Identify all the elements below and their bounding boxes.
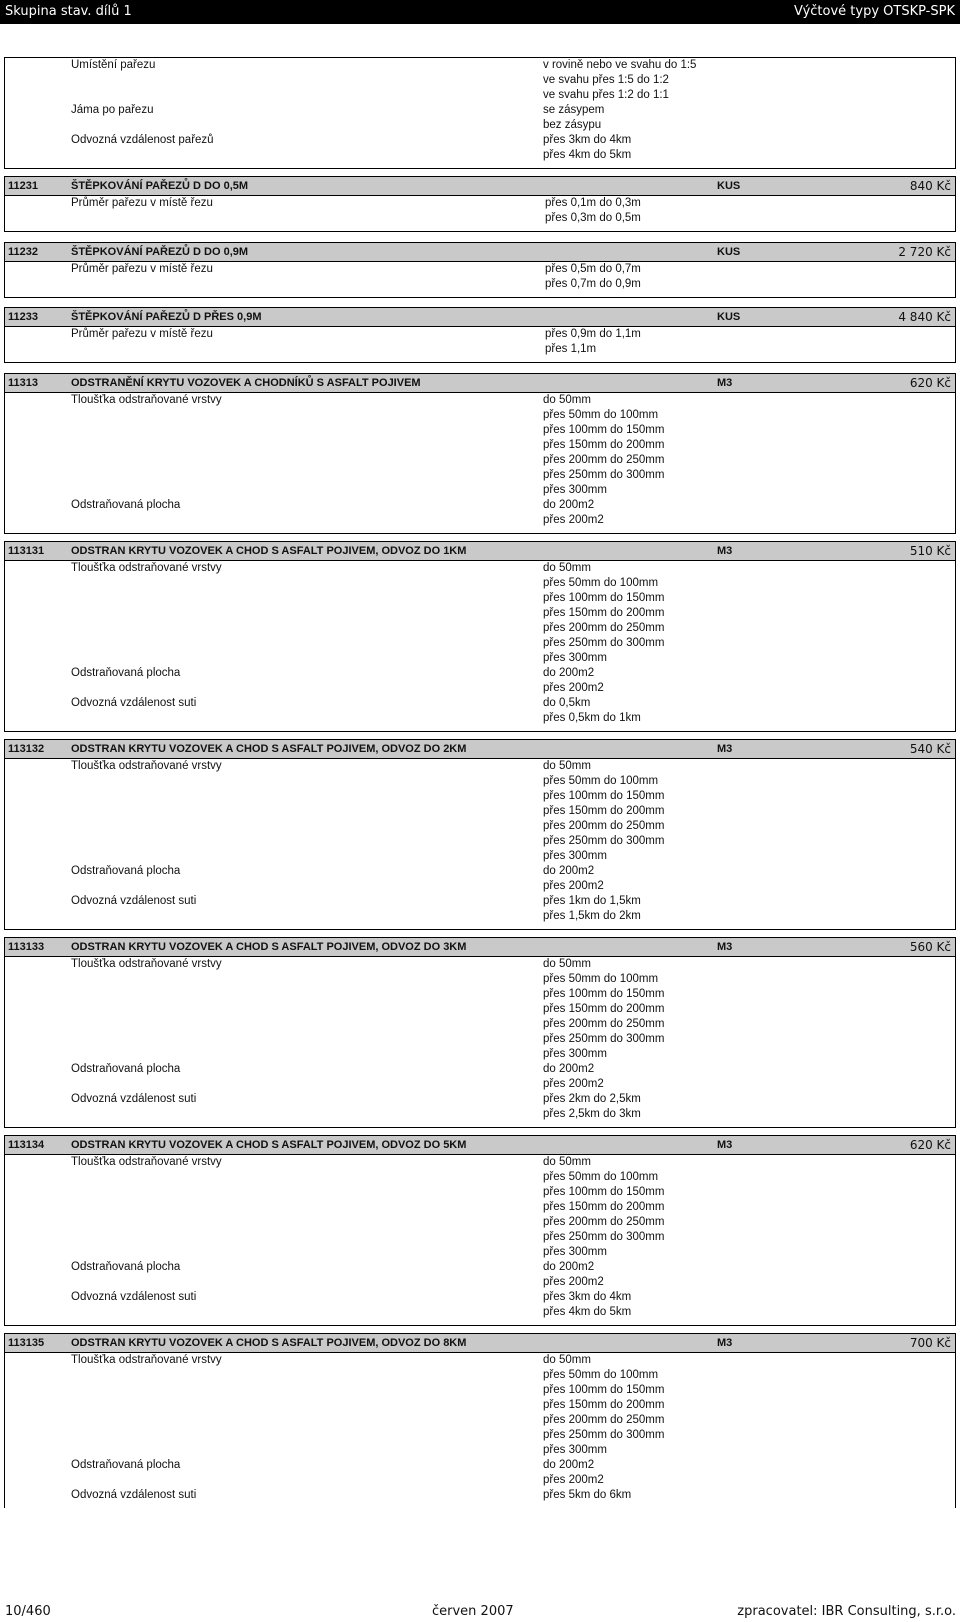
parameter-label: Tloušťka odstraňované vrstvy (71, 562, 222, 574)
item-header-bar (5, 308, 955, 327)
parameter-value: přes 5km do 6km (543, 1489, 632, 1501)
parameter-row (5, 1384, 955, 1399)
parameter-row (5, 1063, 955, 1078)
parameter-row (5, 394, 955, 409)
item-11231 (4, 176, 956, 232)
item-unit: KUS (717, 180, 741, 192)
parameter-value: přes 300mm (543, 484, 607, 496)
parameter-label: Odvozná vzdálenost pařezů (71, 134, 214, 146)
parameter-row (5, 1414, 955, 1429)
parameter-row (5, 1444, 955, 1459)
item-name: ODSTRAN KRYTU VOZOVEK A CHOD S ASFALT POJIVEM, ODVOZ DO 1KM (71, 545, 467, 557)
parameter-row (5, 1354, 955, 1369)
item-header-bar (5, 1334, 955, 1353)
item-unit: M3 (717, 1139, 733, 1151)
footer-author: zpracovatel: IBR Consulting, s.r.o. (737, 1604, 956, 1619)
item-name: ODSTRAN KRYTU VOZOVEK A CHOD S ASFALT POJIVEM, ODVOZ DO 5KM (71, 1139, 467, 1151)
parameter-row (5, 514, 955, 529)
parameter-row (5, 328, 955, 343)
item-name: ODSTRAN KRYTU VOZOVEK A CHOD S ASFALT POJIVEM, ODVOZ DO 2KM (71, 743, 467, 755)
parameter-row (5, 1003, 955, 1018)
parameter-label: Tloušťka odstraňované vrstvy (71, 394, 222, 406)
footer-page: 10/460 (5, 1604, 51, 1619)
parameter-label: Tloušťka odstraňované vrstvy (71, 1156, 222, 1168)
item-price: 2 720 Kč (898, 245, 951, 259)
parameter-row (5, 104, 955, 119)
item-name: ŠTĚPKOVÁNÍ PAŘEZŮ D DO 0,5M (71, 180, 249, 192)
parameter-row (5, 865, 955, 880)
item-code: 113133 (8, 941, 45, 953)
parameter-value: přes 100mm do 150mm (543, 988, 665, 1000)
parameter-value: přes 100mm do 150mm (543, 592, 665, 604)
parameter-label: Tloušťka odstraňované vrstvy (71, 1354, 222, 1366)
parameter-value: přes 150mm do 200mm (543, 1399, 665, 1411)
parameter-row (5, 1246, 955, 1261)
parameter-value: ve svahu přes 1:2 do 1:1 (543, 89, 669, 101)
parameter-label: Odvozná vzdálenost suti (71, 895, 197, 907)
item-name: ODSTRAN KRYTU VOZOVEK A CHOD S ASFALT POJIVEM, ODVOZ DO 3KM (71, 941, 467, 953)
parameter-value: přes 300mm (543, 652, 607, 664)
parameter-value: přes 250mm do 300mm (543, 469, 665, 481)
parameter-row (5, 1048, 955, 1063)
parameter-value: do 50mm (543, 760, 591, 772)
parameter-value: v rovině nebo ve svahu do 1:5 (543, 59, 697, 71)
item-unit: M3 (717, 1337, 733, 1349)
parameter-label: Odstraňovaná plocha (71, 1063, 181, 1075)
parameter-row (5, 562, 955, 577)
item-price: 620 Kč (909, 376, 951, 390)
parameter-row (5, 278, 955, 293)
parameter-row (5, 1201, 955, 1216)
parameter-row (5, 760, 955, 775)
parameter-value: přes 50mm do 100mm (543, 577, 659, 589)
parameter-row (5, 1171, 955, 1186)
parameter-row (5, 212, 955, 227)
parameter-value: přes 250mm do 300mm (543, 1033, 665, 1045)
parameter-value: přes 4km do 5km (543, 1306, 632, 1318)
parameter-value: přes 100mm do 150mm (543, 790, 665, 802)
parameter-value: bez zásypu (543, 119, 602, 131)
item-header-bar (5, 243, 955, 262)
parameter-row (5, 637, 955, 652)
parameter-value: přes 200mm do 250mm (543, 1018, 665, 1030)
item-price: 510 Kč (909, 544, 951, 558)
header-left: Skupina stav. dílů 1 (5, 4, 132, 19)
parameter-label: Odstraňovaná plocha (71, 1261, 181, 1273)
parameter-row (5, 652, 955, 667)
parameter-row (5, 988, 955, 1003)
parameter-value: do 50mm (543, 958, 591, 970)
parameter-row (5, 1231, 955, 1246)
parameter-label: Odvozná vzdálenost suti (71, 1291, 197, 1303)
parameter-label: Odstraňovaná plocha (71, 1459, 181, 1471)
parameter-row (5, 1156, 955, 1171)
item-code: 113131 (8, 545, 45, 557)
parameter-value: přes 1km do 1,5km (543, 895, 641, 907)
parameter-row (5, 1474, 955, 1489)
item-code: 11233 (8, 311, 38, 323)
parameter-value: přes 150mm do 200mm (543, 1003, 665, 1015)
parameter-row (5, 1276, 955, 1291)
parameter-row (5, 622, 955, 637)
item-header-bar (5, 938, 955, 957)
parameter-label: Umístění pařezu (71, 59, 156, 71)
parameter-row (5, 820, 955, 835)
parameter-value: do 200m2 (543, 667, 595, 679)
parameter-row (5, 134, 955, 149)
parameter-row (5, 880, 955, 895)
parameter-row (5, 775, 955, 790)
parameter-row (5, 592, 955, 607)
parameter-label: Odvozná vzdálenost suti (71, 697, 197, 709)
item-11232 (4, 242, 956, 298)
parameter-label: Průměr pařezu v místě řezu (71, 263, 213, 275)
parameter-row (5, 895, 955, 910)
parameter-value: se zásypem (543, 104, 605, 116)
item-price: 700 Kč (909, 1336, 951, 1350)
parameter-value: přes 300mm (543, 850, 607, 862)
parameter-value: přes 50mm do 100mm (543, 1369, 659, 1381)
page-footer (0, 1604, 960, 1622)
parameter-row (5, 958, 955, 973)
parameter-row (5, 343, 955, 358)
item-11313 (4, 373, 956, 534)
item-11233 (4, 307, 956, 363)
parameter-row (5, 149, 955, 164)
item-unit: M3 (717, 941, 733, 953)
parameter-value: přes 0,3m do 0,5m (545, 212, 641, 224)
parameter-row (5, 697, 955, 712)
parameter-row (5, 577, 955, 592)
parameter-row (5, 1306, 955, 1321)
parameter-value: přes 3km do 4km (543, 134, 632, 146)
parameter-value: do 50mm (543, 394, 591, 406)
parameter-value: přes 200mm do 250mm (543, 622, 665, 634)
parameter-value: přes 100mm do 150mm (543, 1384, 665, 1396)
parameter-row (5, 197, 955, 212)
parameter-row (5, 1108, 955, 1123)
parameter-value: přes 200mm do 250mm (543, 1414, 665, 1426)
parameter-value: přes 0,5km do 1km (543, 712, 641, 724)
item-header-bar (5, 542, 955, 561)
parameter-value: do 200m2 (543, 499, 595, 511)
parameter-row (5, 454, 955, 469)
item-code: 11313 (8, 377, 38, 389)
item-code: 113132 (8, 743, 45, 755)
header-right: Výčtové typy OTSKP-SPK (794, 4, 955, 19)
parameter-value: přes 250mm do 300mm (543, 835, 665, 847)
parameter-label: Odstraňovaná plocha (71, 499, 181, 511)
parameter-label: Jáma po pařezu (71, 104, 154, 116)
parameter-label: Odstraňovaná plocha (71, 667, 181, 679)
parameter-row (5, 484, 955, 499)
parameter-value: do 0,5km (543, 697, 591, 709)
parameter-row (5, 835, 955, 850)
parameter-row (5, 712, 955, 727)
parameter-value: přes 200m2 (543, 1078, 604, 1090)
parameter-row (5, 89, 955, 104)
parameter-value: přes 300mm (543, 1048, 607, 1060)
parameter-row (5, 499, 955, 514)
parameter-value: přes 0,9m do 1,1m (545, 328, 641, 340)
parameter-value: přes 200m2 (543, 1276, 604, 1288)
parameter-row (5, 1369, 955, 1384)
item-header-bar (5, 740, 955, 759)
parameter-row (5, 790, 955, 805)
parameter-value: přes 50mm do 100mm (543, 409, 659, 421)
parameter-row (5, 119, 955, 134)
parameter-value: přes 200m2 (543, 514, 604, 526)
parameter-value: přes 250mm do 300mm (543, 1429, 665, 1441)
item-113135 (4, 1333, 956, 1508)
item-details-continued (4, 57, 956, 169)
parameter-value: přes 250mm do 300mm (543, 637, 665, 649)
parameter-value: přes 200m2 (543, 682, 604, 694)
item-code: 113135 (8, 1337, 45, 1349)
parameter-row (5, 409, 955, 424)
parameter-value: přes 3km do 4km (543, 1291, 632, 1303)
parameter-value: do 50mm (543, 1156, 591, 1168)
item-unit: M3 (717, 545, 733, 557)
parameter-row (5, 1186, 955, 1201)
item-unit: M3 (717, 377, 733, 389)
parameter-value: do 200m2 (543, 1261, 595, 1273)
parameter-row (5, 1291, 955, 1306)
parameter-value: přes 50mm do 100mm (543, 973, 659, 985)
parameter-row (5, 1078, 955, 1093)
parameter-value: přes 100mm do 150mm (543, 424, 665, 436)
parameter-value: přes 50mm do 100mm (543, 775, 659, 787)
parameter-row (5, 682, 955, 697)
parameter-row (5, 1018, 955, 1033)
parameter-value: přes 250mm do 300mm (543, 1231, 665, 1243)
item-code: 11232 (8, 246, 38, 258)
parameter-label: Tloušťka odstraňované vrstvy (71, 958, 222, 970)
parameter-row (5, 1216, 955, 1231)
parameter-value: přes 150mm do 200mm (543, 805, 665, 817)
parameter-row (5, 667, 955, 682)
item-code: 11231 (8, 180, 38, 192)
parameter-row (5, 1429, 955, 1444)
parameter-value: do 50mm (543, 562, 591, 574)
parameter-row (5, 1399, 955, 1414)
parameter-label: Odstraňovaná plocha (71, 865, 181, 877)
parameter-value: přes 0,1m do 0,3m (545, 197, 641, 209)
parameter-value: přes 0,7m do 0,9m (545, 278, 641, 290)
item-code: 113134 (8, 1139, 45, 1151)
item-price: 620 Kč (909, 1138, 951, 1152)
parameter-label: Odvozná vzdálenost suti (71, 1489, 197, 1501)
item-name: ODSTRAN KRYTU VOZOVEK A CHOD S ASFALT POJIVEM, ODVOZ DO 8KM (71, 1337, 467, 1349)
item-unit: M3 (717, 743, 733, 755)
parameter-row (5, 910, 955, 925)
parameter-value: přes 2km do 2,5km (543, 1093, 641, 1105)
item-113131 (4, 541, 956, 732)
item-unit: KUS (717, 311, 741, 323)
parameter-value: přes 300mm (543, 1444, 607, 1456)
item-113132 (4, 739, 956, 930)
footer-date: červen 2007 (432, 1604, 514, 1619)
item-name: ODSTRANĚNÍ KRYTU VOZOVEK A CHODNÍKŮ S ASFALT POJIVEM (71, 377, 421, 389)
item-price: 4 840 Kč (898, 310, 951, 324)
parameter-value: přes 150mm do 200mm (543, 1201, 665, 1213)
parameter-value: přes 0,5m do 0,7m (545, 263, 641, 275)
parameter-value: do 50mm (543, 1354, 591, 1366)
parameter-row (5, 607, 955, 622)
parameter-value: přes 150mm do 200mm (543, 439, 665, 451)
item-113133 (4, 937, 956, 1128)
parameter-value: přes 1,1m (545, 343, 597, 355)
parameter-value: přes 200m2 (543, 880, 604, 892)
item-price: 560 Kč (909, 940, 951, 954)
parameter-value: přes 200mm do 250mm (543, 1216, 665, 1228)
parameter-row (5, 1489, 955, 1504)
parameter-value: přes 50mm do 100mm (543, 1171, 659, 1183)
item-price: 540 Kč (909, 742, 951, 756)
parameter-value: do 200m2 (543, 865, 595, 877)
parameter-value: přes 200mm do 250mm (543, 820, 665, 832)
parameter-row (5, 439, 955, 454)
parameter-value: do 200m2 (543, 1063, 595, 1075)
parameter-value: ve svahu přes 1:5 do 1:2 (543, 74, 669, 86)
item-header-bar (5, 374, 955, 393)
parameter-label: Odvozná vzdálenost suti (71, 1093, 197, 1105)
parameter-value: přes 200mm do 250mm (543, 454, 665, 466)
parameter-label: Tloušťka odstraňované vrstvy (71, 760, 222, 772)
parameter-row (5, 1459, 955, 1474)
parameter-value: přes 150mm do 200mm (543, 607, 665, 619)
parameter-row (5, 1033, 955, 1048)
parameter-row (5, 263, 955, 278)
parameter-row (5, 59, 955, 74)
parameter-row (5, 973, 955, 988)
parameter-label: Průměr pařezu v místě řezu (71, 328, 213, 340)
parameter-value: přes 4km do 5km (543, 149, 632, 161)
parameter-value: přes 1,5km do 2km (543, 910, 641, 922)
parameter-row (5, 850, 955, 865)
parameter-value: přes 100mm do 150mm (543, 1186, 665, 1198)
item-header-bar (5, 1136, 955, 1155)
parameter-value: přes 300mm (543, 1246, 607, 1258)
item-header-bar (5, 177, 955, 196)
parameter-value: do 200m2 (543, 1459, 595, 1471)
item-price: 840 Kč (909, 179, 951, 193)
parameter-row (5, 805, 955, 820)
parameter-row (5, 74, 955, 89)
item-name: ŠTĚPKOVÁNÍ PAŘEZŮ D PŘES 0,9M (71, 311, 262, 323)
parameter-value: přes 2,5km do 3km (543, 1108, 641, 1120)
parameter-row (5, 469, 955, 484)
item-113134 (4, 1135, 956, 1326)
item-name: ŠTĚPKOVÁNÍ PAŘEZŮ D DO 0,9M (71, 246, 249, 258)
parameter-row (5, 1261, 955, 1276)
item-unit: KUS (717, 246, 741, 258)
parameter-value: přes 200m2 (543, 1474, 604, 1486)
parameter-row (5, 424, 955, 439)
parameter-row (5, 1093, 955, 1108)
parameter-label: Průměr pařezu v místě řezu (71, 197, 213, 209)
